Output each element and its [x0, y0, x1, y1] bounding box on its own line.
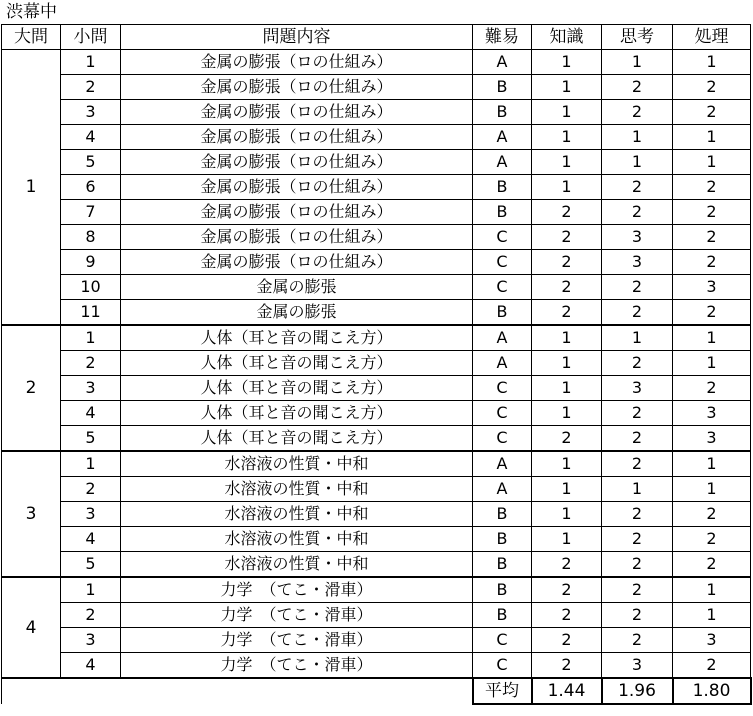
- table-row: [2, 426, 751, 452]
- level-cell[interactable]: A: [473, 351, 532, 376]
- thinking-cell[interactable]: 2: [602, 628, 673, 653]
- average-row: [2, 678, 751, 704]
- shoumon-cell[interactable]: 2: [61, 75, 121, 100]
- thinking-cell[interactable]: 3: [602, 225, 673, 250]
- header-daimon[interactable]: 大問: [2, 25, 61, 50]
- average-label[interactable]: 平均: [473, 678, 532, 704]
- level-cell[interactable]: B: [473, 527, 532, 552]
- knowledge-cell[interactable]: 1: [532, 451, 602, 477]
- blank-cell[interactable]: [2, 678, 61, 704]
- content-cell[interactable]: 金属の膨張: [121, 300, 473, 326]
- level-cell[interactable]: B: [473, 100, 532, 125]
- shoumon-cell[interactable]: 3: [61, 100, 121, 125]
- content-cell[interactable]: 人体（耳と音の聞こえ方）: [121, 401, 473, 426]
- processing-cell[interactable]: 2: [673, 653, 751, 679]
- level-cell[interactable]: B: [473, 603, 532, 628]
- table-row: [2, 477, 751, 502]
- knowledge-cell[interactable]: 2: [532, 603, 602, 628]
- content-cell[interactable]: 水溶液の性質・中和: [121, 477, 473, 502]
- shoumon-cell[interactable]: 7: [61, 200, 121, 225]
- processing-cell[interactable]: 2: [673, 250, 751, 275]
- knowledge-cell[interactable]: 2: [532, 200, 602, 225]
- level-cell[interactable]: A: [473, 325, 532, 351]
- thinking-cell[interactable]: 2: [602, 100, 673, 125]
- shoumon-cell[interactable]: 3: [61, 502, 121, 527]
- processing-cell[interactable]: 1: [673, 577, 751, 603]
- table-row: [2, 75, 751, 100]
- shoumon-cell[interactable]: 5: [61, 150, 121, 175]
- processing-cell[interactable]: 2: [673, 527, 751, 552]
- table-row: [2, 351, 751, 376]
- table-row: [2, 150, 751, 175]
- level-cell[interactable]: B: [473, 552, 532, 578]
- content-cell[interactable]: 水溶液の性質・中和: [121, 451, 473, 477]
- level-cell[interactable]: B: [473, 577, 532, 603]
- level-cell[interactable]: C: [473, 628, 532, 653]
- processing-cell[interactable]: 2: [673, 100, 751, 125]
- knowledge-cell[interactable]: 2: [532, 250, 602, 275]
- processing-cell[interactable]: 1: [673, 451, 751, 477]
- knowledge-cell[interactable]: 1: [532, 75, 602, 100]
- shoumon-cell[interactable]: 3: [61, 376, 121, 401]
- level-cell[interactable]: A: [473, 477, 532, 502]
- thinking-cell[interactable]: 2: [602, 200, 673, 225]
- thinking-cell[interactable]: 2: [602, 401, 673, 426]
- processing-cell[interactable]: 2: [673, 225, 751, 250]
- knowledge-cell[interactable]: 1: [532, 477, 602, 502]
- level-cell[interactable]: A: [473, 451, 532, 477]
- table-row: [2, 275, 751, 300]
- table-row: [2, 401, 751, 426]
- thinking-cell[interactable]: 2: [602, 451, 673, 477]
- processing-cell[interactable]: 2: [673, 376, 751, 401]
- table-row: [2, 552, 751, 578]
- thinking-cell[interactable]: 2: [602, 175, 673, 200]
- thinking-cell[interactable]: 1: [602, 150, 673, 175]
- knowledge-cell[interactable]: 1: [532, 325, 602, 351]
- level-cell[interactable]: C: [473, 225, 532, 250]
- content-cell[interactable]: 水溶液の性質・中和: [121, 552, 473, 578]
- daimon-cell[interactable]: 1: [2, 50, 61, 326]
- header-thinking[interactable]: 思考: [602, 25, 673, 50]
- blank-cell[interactable]: [121, 678, 473, 704]
- shoumon-cell[interactable]: 1: [61, 50, 121, 75]
- processing-cell[interactable]: 3: [673, 426, 751, 452]
- table-row: [2, 628, 751, 653]
- table-row: [2, 250, 751, 275]
- knowledge-cell[interactable]: 1: [532, 376, 602, 401]
- shoumon-cell[interactable]: 4: [61, 527, 121, 552]
- level-cell[interactable]: B: [473, 175, 532, 200]
- table-row: [2, 527, 751, 552]
- content-cell[interactable]: 力学 （てこ・滑車）: [121, 603, 473, 628]
- shoumon-cell[interactable]: 8: [61, 225, 121, 250]
- blank-cell[interactable]: [61, 678, 121, 704]
- header-row: [2, 25, 751, 50]
- table-row: [2, 100, 751, 125]
- knowledge-cell[interactable]: 2: [532, 300, 602, 326]
- table-row: [2, 125, 751, 150]
- table-row: [2, 300, 751, 326]
- thinking-cell[interactable]: 2: [602, 351, 673, 376]
- level-cell[interactable]: C: [473, 426, 532, 452]
- shoumon-cell[interactable]: 5: [61, 552, 121, 578]
- processing-cell[interactable]: 3: [673, 401, 751, 426]
- content-cell[interactable]: 金属の膨張（ロの仕組み）: [121, 250, 473, 275]
- knowledge-cell[interactable]: 1: [532, 100, 602, 125]
- thinking-cell[interactable]: 3: [602, 376, 673, 401]
- content-cell[interactable]: 人体（耳と音の聞こえ方）: [121, 426, 473, 452]
- question-analysis-table: [1, 24, 752, 705]
- table-row: [2, 376, 751, 401]
- header-knowledge[interactable]: 知識: [532, 25, 602, 50]
- thinking-cell[interactable]: 1: [602, 125, 673, 150]
- processing-cell[interactable]: 1: [673, 150, 751, 175]
- knowledge-cell[interactable]: 1: [532, 527, 602, 552]
- shoumon-cell[interactable]: 4: [61, 653, 121, 679]
- knowledge-cell[interactable]: 1: [532, 125, 602, 150]
- level-cell[interactable]: B: [473, 502, 532, 527]
- thinking-cell[interactable]: 2: [602, 603, 673, 628]
- average-processing[interactable]: 1.80: [673, 678, 751, 704]
- daimon-cell[interactable]: 3: [2, 451, 61, 577]
- thinking-cell[interactable]: 2: [602, 552, 673, 578]
- content-cell[interactable]: 力学 （てこ・滑車）: [121, 653, 473, 679]
- table-row: [2, 175, 751, 200]
- level-cell[interactable]: C: [473, 250, 532, 275]
- shoumon-cell[interactable]: 1: [61, 577, 121, 603]
- processing-cell[interactable]: 1: [673, 603, 751, 628]
- knowledge-cell[interactable]: 1: [532, 50, 602, 75]
- table-body: [2, 50, 751, 679]
- level-cell[interactable]: C: [473, 653, 532, 679]
- processing-cell[interactable]: 2: [673, 175, 751, 200]
- table-row: [2, 653, 751, 679]
- content-cell[interactable]: 金属の膨張（ロの仕組み）: [121, 175, 473, 200]
- processing-cell[interactable]: 2: [673, 200, 751, 225]
- content-cell[interactable]: 人体（耳と音の聞こえ方）: [121, 325, 473, 351]
- level-cell[interactable]: C: [473, 401, 532, 426]
- knowledge-cell[interactable]: 2: [532, 577, 602, 603]
- content-cell[interactable]: 金属の膨張（ロの仕組み）: [121, 150, 473, 175]
- level-cell[interactable]: C: [473, 275, 532, 300]
- thinking-cell[interactable]: 1: [602, 50, 673, 75]
- table-row: [2, 577, 751, 603]
- thinking-cell[interactable]: 2: [602, 426, 673, 452]
- knowledge-cell[interactable]: 2: [532, 628, 602, 653]
- knowledge-cell[interactable]: 2: [532, 225, 602, 250]
- level-cell[interactable]: A: [473, 50, 532, 75]
- level-cell[interactable]: A: [473, 150, 532, 175]
- daimon-cell[interactable]: 2: [2, 325, 61, 451]
- content-cell[interactable]: 人体（耳と音の聞こえ方）: [121, 376, 473, 401]
- shoumon-cell[interactable]: 3: [61, 628, 121, 653]
- processing-cell[interactable]: 3: [673, 628, 751, 653]
- thinking-cell[interactable]: 3: [602, 653, 673, 679]
- thinking-cell[interactable]: 1: [602, 325, 673, 351]
- daimon-cell[interactable]: 4: [2, 577, 61, 678]
- table-row: [2, 325, 751, 351]
- shoumon-cell[interactable]: 6: [61, 175, 121, 200]
- knowledge-cell[interactable]: 2: [532, 552, 602, 578]
- content-cell[interactable]: 金属の膨張（ロの仕組み）: [121, 200, 473, 225]
- level-cell[interactable]: B: [473, 300, 532, 326]
- processing-cell[interactable]: 2: [673, 552, 751, 578]
- average-knowledge[interactable]: 1.44: [532, 678, 602, 704]
- processing-cell[interactable]: 2: [673, 75, 751, 100]
- shoumon-cell[interactable]: 2: [61, 477, 121, 502]
- processing-cell[interactable]: 1: [673, 50, 751, 75]
- shoumon-cell[interactable]: 4: [61, 125, 121, 150]
- knowledge-cell[interactable]: 1: [532, 502, 602, 527]
- content-cell[interactable]: 金属の膨張（ロの仕組み）: [121, 225, 473, 250]
- table-row: [2, 200, 751, 225]
- processing-cell[interactable]: 2: [673, 502, 751, 527]
- processing-cell[interactable]: 1: [673, 351, 751, 376]
- content-cell[interactable]: 金属の膨張: [121, 275, 473, 300]
- content-cell[interactable]: 金属の膨張（ロの仕組み）: [121, 50, 473, 75]
- knowledge-cell[interactable]: 2: [532, 426, 602, 452]
- thinking-cell[interactable]: 3: [602, 250, 673, 275]
- knowledge-cell[interactable]: 1: [532, 175, 602, 200]
- processing-cell[interactable]: 1: [673, 125, 751, 150]
- table-row: [2, 603, 751, 628]
- table-row: [2, 502, 751, 527]
- average-thinking[interactable]: 1.96: [602, 678, 673, 704]
- thinking-cell[interactable]: 2: [602, 300, 673, 326]
- header-level[interactable]: 難易: [473, 25, 532, 50]
- processing-cell[interactable]: 3: [673, 275, 751, 300]
- content-cell[interactable]: 力学 （てこ・滑車）: [121, 577, 473, 603]
- thinking-cell[interactable]: 2: [602, 502, 673, 527]
- content-cell[interactable]: 水溶液の性質・中和: [121, 502, 473, 527]
- content-cell[interactable]: 金属の膨張（ロの仕組み）: [121, 125, 473, 150]
- thinking-cell[interactable]: 2: [602, 275, 673, 300]
- level-cell[interactable]: C: [473, 376, 532, 401]
- table-row: [2, 225, 751, 250]
- thinking-cell[interactable]: 2: [602, 577, 673, 603]
- thinking-cell[interactable]: 2: [602, 75, 673, 100]
- shoumon-cell[interactable]: 1: [61, 451, 121, 477]
- shoumon-cell[interactable]: 10: [61, 275, 121, 300]
- shoumon-cell[interactable]: 11: [61, 300, 121, 326]
- content-cell[interactable]: 水溶液の性質・中和: [121, 527, 473, 552]
- header-content[interactable]: 問題内容: [121, 25, 473, 50]
- shoumon-cell[interactable]: 5: [61, 426, 121, 452]
- table-row: [2, 451, 751, 477]
- content-cell[interactable]: 金属の膨張（ロの仕組み）: [121, 75, 473, 100]
- header-processing[interactable]: 処理: [673, 25, 751, 50]
- level-cell[interactable]: A: [473, 125, 532, 150]
- shoumon-cell[interactable]: 4: [61, 401, 121, 426]
- thinking-cell[interactable]: 2: [602, 527, 673, 552]
- shoumon-cell[interactable]: 2: [61, 603, 121, 628]
- table-row: [2, 50, 751, 75]
- content-cell[interactable]: 人体（耳と音の聞こえ方）: [121, 351, 473, 376]
- processing-cell[interactable]: 1: [673, 477, 751, 502]
- level-cell[interactable]: B: [473, 200, 532, 225]
- content-cell[interactable]: 金属の膨張（ロの仕組み）: [121, 100, 473, 125]
- knowledge-cell[interactable]: 1: [532, 351, 602, 376]
- knowledge-cell[interactable]: 1: [532, 150, 602, 175]
- shoumon-cell[interactable]: 2: [61, 351, 121, 376]
- thinking-cell[interactable]: 1: [602, 477, 673, 502]
- content-cell[interactable]: 力学 （てこ・滑車）: [121, 628, 473, 653]
- shoumon-cell[interactable]: 9: [61, 250, 121, 275]
- level-cell[interactable]: B: [473, 75, 532, 100]
- knowledge-cell[interactable]: 2: [532, 653, 602, 679]
- processing-cell[interactable]: 1: [673, 325, 751, 351]
- processing-cell[interactable]: 2: [673, 300, 751, 326]
- shoumon-cell[interactable]: 1: [61, 325, 121, 351]
- header-shoumon[interactable]: 小問: [61, 25, 121, 50]
- sheet-title: 渋幕中: [6, 2, 57, 22]
- knowledge-cell[interactable]: 1: [532, 401, 602, 426]
- knowledge-cell[interactable]: 2: [532, 275, 602, 300]
